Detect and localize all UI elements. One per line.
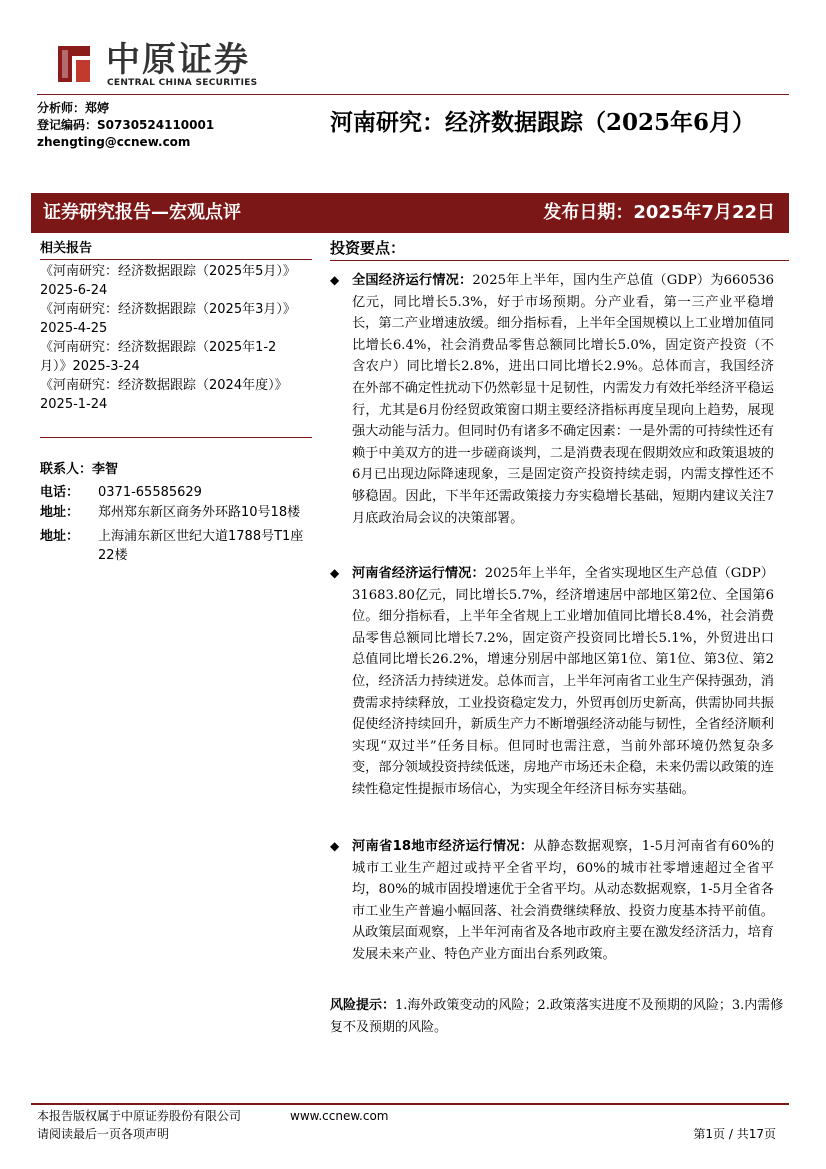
highlight-text: 从静态数据观察，1-5月河南省有60%的城市工业生产超过或持平全省平均，60%的城市社零增速超过全省平均，80%的城市固投增速优于全省平均。从动态数据观察，1-5月全省各市工业生产普遍小幅回落、社会消费继续释放、投资力度基本持平前值。从政策层面观察，上半年河南省及各地市政府主要在激发经济活力，培育发展未来产业、特色产业方面出台系列政策。 [352, 839, 775, 962]
risk-warning [330, 995, 790, 1039]
related-report-line[interactable]: 《河南研究：经济数据跟踪（2025年1-2 [40, 340, 277, 355]
publish-date: 发布日期：2025年7月22日 [543, 202, 775, 223]
page-number: 第1页 / 共17页 [693, 1127, 776, 1141]
risk-text: 1.海外政策变动的风险；2.政策落实进度不及预期的风险；3.内需修复不及预期的风险。 [330, 998, 784, 1035]
highlight-text: 2025年上半年，国内生产总值（GDP）为660536亿元，同比增长5.3%，好于市场预期。分产业看，第一三产业平稳增长，第二产业增速放缓。细分指标看，上半年全国规模以上工业增加值同比增长6.4%，社会消费品零售总额同比增长5.0%，固定资产投资（不含农户）同比增长2.8%，进出口同比增长2.9%。总体而言，我国经济在外部不确定性扰动下仍然彰显十足韧性，内需发力有效托举经济平稳运行，尤其是6月份经贸政策窗口期主要经济指标再度呈现向上趋势，展现强大动能与活力。但同时仍有诸多不确定因素：一是外需的可持续性还有赖于中美双方的进一步磋商谈判，二是消费表现在假期效应和政策退坡的6月已出现边际降速现象，三是固定资产投资持续走弱，内需支撑性还不够稳固。因此，下半年还需政策接力夯实稳增长基础，短期内建议关注7月底政治局会议的决策部署。 [352, 273, 774, 526]
contact-address-shanghai: 上海浦东新区世纪大道1788号T1座22楼 [98, 529, 304, 563]
highlight-text: 2025年上半年，全省实现地区生产总值（GDP）31683.80亿元，同比增长5.7%，经济增速居中部地区第2位、全国第6位。细分指标看，上半年全省规上工业增加值同比增长8.4%，社会消费品零售总额同比增长7.2%，固定资产投资同比增长5.1%，外贸进出口总值同比增长26.2%，增速分别居中部地区第1位、第1位、第3位、第2位，经济活力持续迸发。总体而言，上半年河南省工业生产保持强劲，消费需求持续释放，工业投资稳定发力，外贸再创历史新高，供需协同共振促使经济持续回升，新质生产力不断增强经济动能与韧性，全省经济顺利实现“双过半”任务目标。但同时也需注意，当前外部环境仍然复杂多变，部分领域投资持续低迷，房地产市场还未企稳，未来仍需以政策的连续性稳定性提振市场信心，为实现全年经济目标夯实基础。 [352, 566, 774, 797]
related-reports-list [40, 262, 315, 414]
header-divider [37, 94, 789, 95]
related-report-line: 月）》2025-3-24 [40, 359, 140, 374]
address-label: 地址： [40, 529, 80, 544]
analyst-email[interactable]: zhengting@ccnew.com [37, 135, 191, 149]
contact-person: 联系人：李智 [40, 462, 119, 477]
highlight-cities [330, 836, 774, 966]
contact-phone: 0371-65585629 [98, 485, 202, 500]
highlight-henan [330, 563, 774, 801]
analyst-name: 分析师：郑婷 [37, 101, 110, 115]
company-logo-name: 中原证券 [106, 40, 250, 80]
related-report-line: 2025-6-24 [40, 283, 108, 298]
report-title: 河南研究：经济数据跟踪（2025年6月） [330, 109, 756, 136]
bullet-icon: ◆ [330, 273, 340, 287]
related-report-line: 2025-1-24 [40, 397, 108, 412]
footer-disclaimer: 请阅读最后一页各项声明 [37, 1127, 170, 1141]
related-reports-bottom-divider [40, 437, 312, 438]
related-report-line[interactable]: 《河南研究：经济数据跟踪（2025年3月）》 [40, 302, 296, 317]
related-report-line[interactable]: 《河南研究：经济数据跟踪（2025年5月）》 [40, 264, 296, 279]
phone-label: 电话： [40, 485, 80, 500]
bullet-icon: ◆ [330, 839, 340, 853]
risk-label: 风险提示： [330, 998, 396, 1013]
footer-website-link[interactable]: www.ccnew.com [290, 1109, 389, 1123]
related-report-line[interactable]: 《河南研究：经济数据跟踪（2024年度）》 [40, 378, 288, 393]
footer-divider [31, 1103, 789, 1105]
company-logo-mark [52, 42, 96, 86]
company-logo-english: CENTRAL CHINA SECURITIES [107, 78, 258, 88]
report-category: 证券研究报告—宏观点评 [43, 202, 241, 223]
contact-phone-row [40, 483, 202, 502]
highlight-national [330, 270, 774, 529]
main-divider [330, 260, 789, 261]
bullet-icon: ◆ [330, 566, 340, 580]
analyst-license: 登记编码：S0730524110001 [37, 118, 215, 132]
investment-highlights-heading: 投资要点： [330, 239, 406, 257]
address-label: 地址： [40, 505, 80, 520]
related-reports-divider [40, 259, 312, 260]
contact-address-row [40, 503, 315, 522]
contact-address-zhengzhou: 郑州郑东新区商务外环路10号18楼 [98, 505, 301, 520]
highlight-label: 河南省18地市经济运行情况： [352, 839, 534, 854]
related-report-line: 2025-4-25 [40, 321, 108, 336]
highlight-label: 全国经济运行情况： [352, 273, 473, 288]
highlight-label: 河南省经济运行情况： [352, 566, 485, 581]
contact-address-row [40, 527, 315, 565]
report-banner [31, 193, 789, 233]
related-reports-heading: 相关报告 [40, 241, 93, 256]
footer-copyright: 本报告版权属于中原证券股份有限公司 [37, 1109, 242, 1123]
